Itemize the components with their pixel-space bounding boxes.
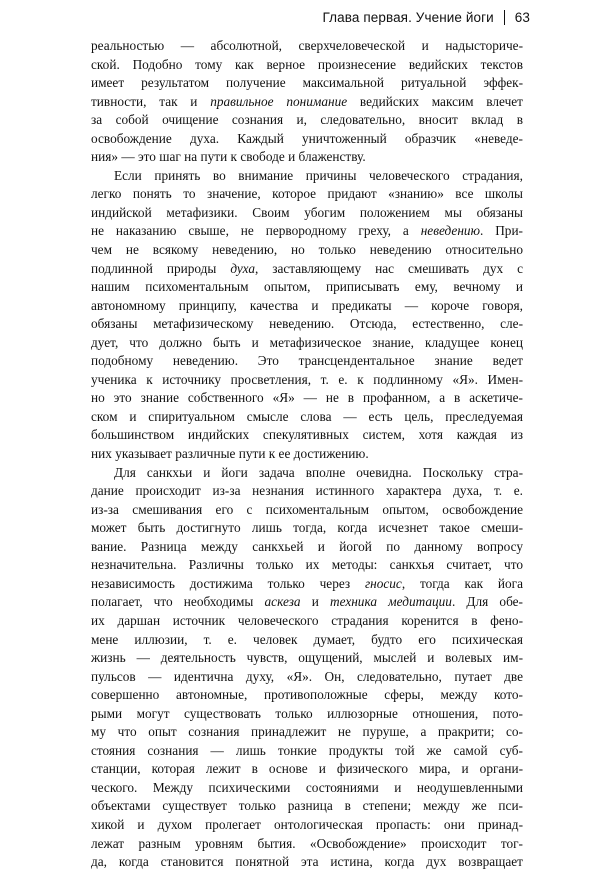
line-text: . При- (479, 223, 523, 239)
line-text: тивности, так и (91, 93, 211, 109)
line-text: чем не всякому неведению, но только неведению относительно (91, 242, 523, 258)
text-line (91, 148, 523, 167)
text-line (91, 538, 523, 557)
body-text (91, 37, 523, 872)
text-line (91, 853, 523, 872)
text-line (91, 241, 523, 260)
text-line (91, 519, 523, 538)
line-text: из-за смешивания его с психоментальным опытом, освобождение (91, 501, 523, 517)
line-text: дание происходит из-за незнания истинного характера духа, т. е. (91, 483, 523, 499)
text-line (91, 649, 523, 668)
text-line (91, 705, 523, 724)
line-text: но это знание собственного «Я» — не в профанном, а в аскетиче- (91, 390, 523, 406)
line-text: ученика к источнику просветления, т. е. к подлинному «Я». Имен- (91, 371, 523, 387)
text-line (91, 779, 523, 798)
emphasized-text: гносис (364, 575, 402, 591)
text-line (91, 222, 523, 241)
line-text: пульсов — идентична духу, «Я». Он, следовательно, путает две (91, 668, 523, 684)
emphasized-text: правильное понимание (210, 93, 348, 109)
line-text: и (300, 594, 330, 610)
line-text: подлинной природы (91, 260, 231, 276)
text-line (91, 760, 523, 779)
text-line (91, 371, 523, 390)
line-text: ведийских максим влечет (347, 93, 523, 109)
text-line (91, 575, 523, 594)
text-line (91, 278, 523, 297)
text-line (91, 445, 523, 464)
text-line (91, 482, 523, 501)
header-divider (504, 10, 505, 25)
line-text: лежат разным уровням бытия. «Освобождение» происходит тог- (91, 835, 523, 851)
text-line (91, 297, 523, 316)
line-text: полагает, что необходимы (91, 594, 265, 610)
text-line (91, 315, 523, 334)
line-text: Если принять во внимание причины человеческого страдания, (114, 167, 523, 183)
text-line (91, 742, 523, 761)
line-text: мене иллюзии, т. е. человек думает, будто его психическая (91, 631, 523, 647)
line-text: имеет результатом получение максимальной ритуальной эффек- (91, 75, 523, 91)
text-line (91, 185, 523, 204)
text-line (91, 111, 523, 130)
line-text: может быть достигнуто лишь тогда, когда исчезнет такое смеши- (91, 520, 523, 536)
line-text: хикой и духом пролегает онтологическая пропасть: они принад- (91, 816, 523, 832)
line-text: них указывает различные пути к ее достижению. (91, 446, 369, 462)
line-text: индийской метафизики. Своим убогим положением мы обязаны (91, 204, 523, 220)
line-text: их даршан источник человеческого страдания коренится в фено- (91, 612, 523, 628)
line-text: нашим психоментальным опытом, приписывать ему, вечному и (91, 279, 523, 295)
text-line (91, 556, 523, 575)
line-text: реальностью — абсолютной, сверхчеловеческой и надысториче- (91, 38, 523, 53)
text-line (91, 797, 523, 816)
text-line (91, 93, 523, 112)
text-line (91, 74, 523, 93)
line-text: . Для обе- (451, 594, 523, 610)
text-line (91, 389, 523, 408)
line-text: ской. Подобно тому как верное произнесение ведийских текстов (91, 56, 523, 72)
text-line (91, 56, 523, 75)
text-line (91, 464, 523, 483)
emphasized-text: аскеза (264, 594, 301, 610)
line-text: ческого. Между психическими состояниями и неодушевленными (91, 779, 523, 795)
text-line (91, 501, 523, 520)
text-line (91, 426, 523, 445)
text-line (91, 167, 523, 186)
line-text: большинством индийских спекулятивных систем, хотя каждая из (91, 427, 523, 443)
text-line (91, 816, 523, 835)
line-text: ния» — это шаг на пути к свободе и блаженству. (91, 149, 366, 165)
page-number: 63 (514, 10, 530, 25)
line-text: обязаны метафизическому неведению. Отсюда, естественно, сле- (91, 316, 523, 332)
line-text: станции, которая лежит в основе и физического мира, и органи- (91, 761, 523, 777)
line-text: независимость достижима только через (91, 575, 365, 591)
line-text: совершенно автономные, противоположные сферы, между кото- (91, 687, 523, 703)
text-line (91, 631, 523, 650)
line-text: жизнь — деятельность чувств, ощущений, мыслей и волевых им- (91, 650, 523, 666)
emphasized-text: духа (230, 260, 255, 276)
text-line (91, 593, 523, 612)
text-line (91, 260, 523, 279)
line-text: вание. Разница между санкхьей и йогой по данному вопросу (91, 538, 523, 554)
text-line (91, 204, 523, 223)
line-text: легко понять то значение, которое придают «знанию» все школы (91, 186, 523, 202)
line-text: освобождение духа. Каждый уничтоженный образчик «неведе- (91, 130, 523, 146)
line-text: за собой очищение сознания и, следовательно, вносит вклад в (91, 112, 523, 128)
emphasized-text: неведению (420, 223, 480, 239)
line-text: ском и спиритуальном смысле слова — есть цель, преследуемая (91, 408, 523, 424)
line-text: Для санкхьи и йоги задача вполне очевидна. Поскольку стра- (114, 464, 523, 480)
line-text: , тогда как йога (401, 575, 523, 591)
line-text: подобному неведению. Это трансцендентальное знание ведет (91, 353, 523, 369)
text-line (91, 668, 523, 687)
line-text: стояния сознания — лишь тонкие продукты той же самой суб- (91, 742, 523, 758)
line-text: не наказанию свыше, не первородному греху, а (91, 223, 421, 239)
text-line (91, 334, 523, 353)
emphasized-text: техника медитации (329, 594, 452, 610)
text-line (91, 723, 523, 742)
line-text: , заставляющему нас смешивать дух с (254, 260, 523, 276)
line-text: му что опыт сознания принадлежит не пуруше, а пракрити; со- (91, 724, 523, 740)
running-header (323, 10, 531, 25)
text-line (91, 37, 523, 56)
text-line (91, 835, 523, 854)
line-text: да, когда становится понятной эта истина, когда дух возвращает (91, 854, 523, 870)
line-text: автономному принципу, качества и предикаты — короче говоря, (91, 297, 523, 313)
text-line (91, 408, 523, 427)
chapter-title: Глава первая. Учение йоги (322, 10, 494, 25)
text-line (91, 686, 523, 705)
line-text: объектами существует только разница в степени; между же пси- (91, 798, 523, 814)
text-line (91, 352, 523, 371)
line-text: дует, что должно быть и метафизическое знание, кладущее конец (91, 334, 523, 350)
text-line (91, 130, 523, 149)
line-text: рыми могут существовать только иллюзорные отношения, пото- (91, 705, 523, 721)
text-line (91, 612, 523, 631)
line-text: незначительна. Различны только их методы: санкхья считает, что (91, 557, 523, 573)
